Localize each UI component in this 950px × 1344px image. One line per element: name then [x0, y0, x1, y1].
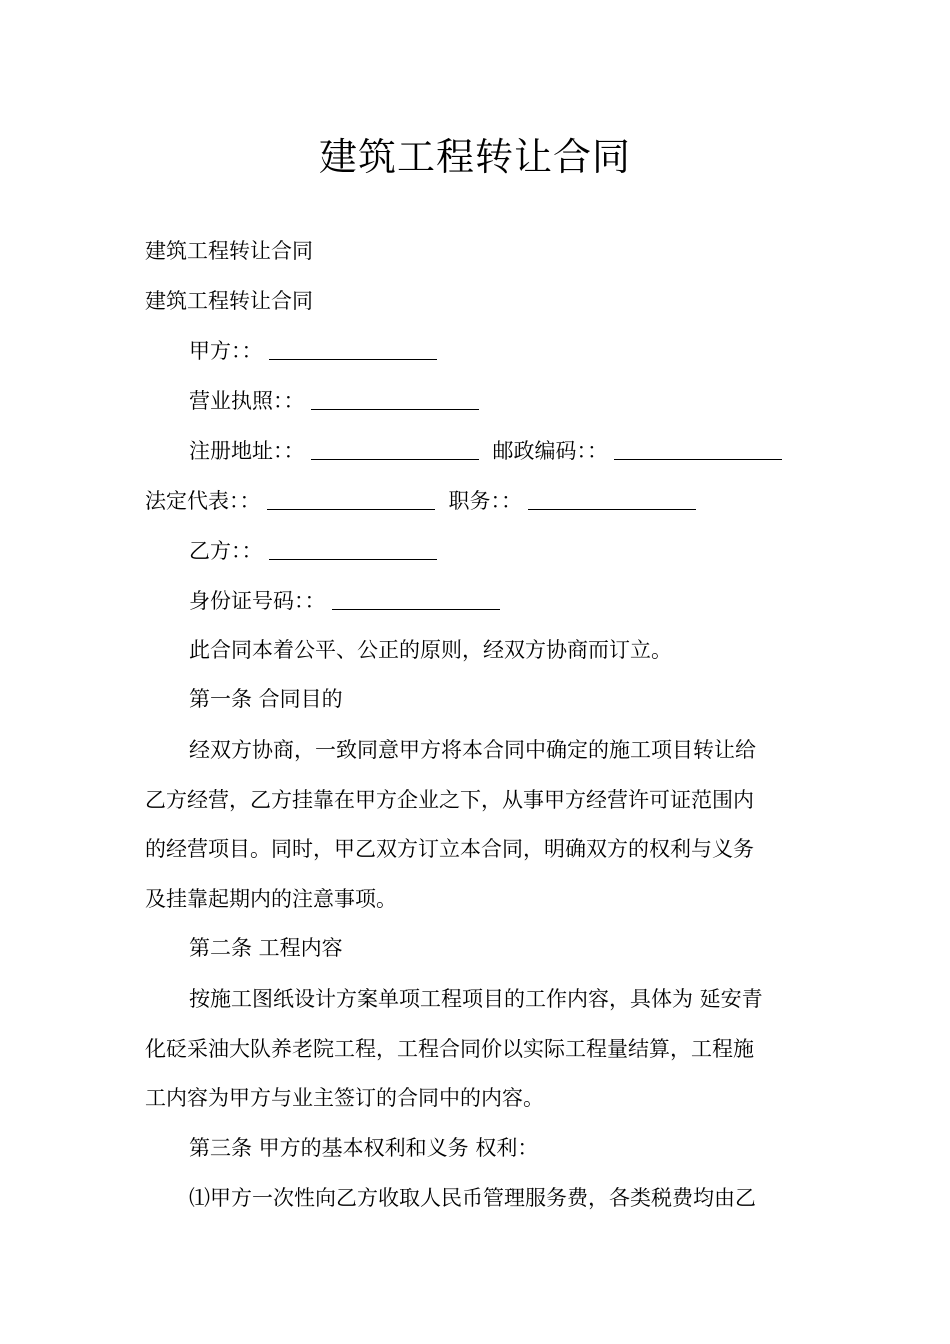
id-blank — [332, 591, 500, 610]
subtitle-2: 建筑工程转让合同 — [145, 289, 313, 313]
postcode-label: 邮政编码：： — [492, 439, 608, 463]
address-label: 注册地址：： — [189, 439, 305, 463]
article-2-heading: 第二条 工程内容 — [189, 936, 343, 960]
party-b-label: 乙方：： — [189, 539, 263, 563]
party-a-blank — [269, 341, 437, 360]
legal-rep-blank — [267, 491, 435, 510]
party-a-row — [189, 336, 437, 366]
article-3-line-1: ⑴甲方一次性向乙方收取人民币管理服务费，各类税费均由乙 — [189, 1186, 756, 1210]
article-2-line-2: 化砭采油大队养老院工程，工程合同价以实际工程量结算，工程施 — [145, 1037, 754, 1061]
id-label: 身份证号码：： — [189, 589, 326, 613]
subtitle-1: 建筑工程转让合同 — [145, 239, 313, 263]
license-label: 营业执照：： — [189, 389, 305, 413]
article-1-line-1: 经双方协商，一致同意甲方将本合同中确定的施工项目转让给 — [189, 738, 756, 762]
article-1-heading: 第一条 合同目的 — [189, 687, 343, 711]
article-2-line-1: 按施工图纸设计方案单项工程项目的工作内容，具体为 延安青 — [189, 987, 763, 1011]
legal-rep-row — [145, 486, 696, 516]
license-row — [189, 386, 479, 416]
article-1-line-4: 及挂靠起期内的注意事项。 — [145, 887, 397, 911]
license-blank — [311, 391, 479, 410]
id-row — [189, 586, 500, 616]
intro-paragraph: 此合同本着公平、公正的原则，经双方协商而订立。 — [189, 638, 672, 662]
article-1-line-2: 乙方经营，乙方挂靠在甲方企业之下，从事甲方经营许可证范围内 — [145, 788, 754, 812]
address-blank — [311, 441, 479, 460]
position-label: 职务：： — [448, 489, 522, 513]
party-b-row — [189, 536, 437, 566]
article-2-line-3: 工内容为甲方与业主签订的合同中的内容。 — [145, 1086, 544, 1110]
party-b-blank — [269, 541, 437, 560]
article-3-heading: 第三条 甲方的基本权利和义务 权利： — [189, 1136, 539, 1160]
position-blank — [528, 491, 696, 510]
address-row — [189, 436, 782, 466]
party-a-label: 甲方：： — [189, 339, 263, 363]
postcode-blank — [614, 441, 782, 460]
article-1-line-3: 的经营项目。同时，甲乙双方订立本合同，明确双方的权利与义务 — [145, 837, 754, 861]
document-title: 建筑工程转让合同 — [318, 135, 631, 179]
legal-rep-label: 法定代表：： — [145, 489, 261, 513]
